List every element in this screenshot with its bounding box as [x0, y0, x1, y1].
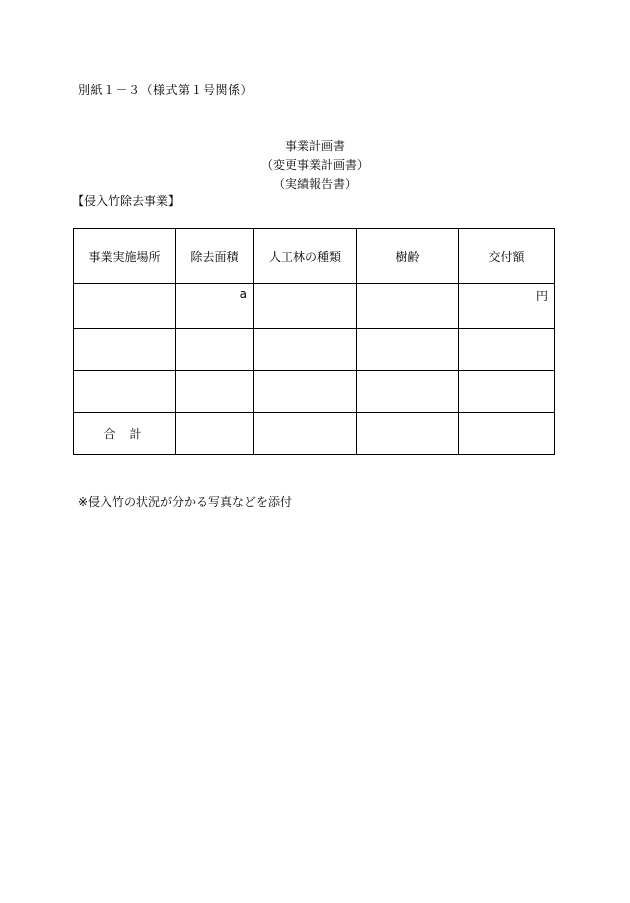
table-row	[74, 371, 555, 413]
header-forest-type: 人工林の種類	[254, 229, 357, 284]
cell-total-area[interactable]	[176, 413, 254, 455]
plan-table	[73, 228, 555, 455]
document-title: 事業計画書	[284, 139, 345, 153]
table-row	[74, 284, 555, 329]
cell-tree-age[interactable]	[357, 371, 459, 413]
cell-grant-amount[interactable]	[459, 329, 555, 371]
attachment-label: 別紙１－３（様式第１号関係）	[78, 83, 254, 97]
document-titles	[0, 137, 630, 194]
header-location: 事業実施場所	[74, 229, 176, 284]
cell-location[interactable]	[74, 329, 176, 371]
attachment-note: ※侵入竹の状況が分かる写真などを添付	[78, 495, 293, 509]
total-label: 合計	[74, 413, 176, 455]
cell-total-tree-age[interactable]	[357, 413, 459, 455]
cell-amount-unit[interactable]: 円	[459, 284, 555, 329]
header-tree-age: 樹齢	[357, 229, 459, 284]
cell-forest-type[interactable]	[254, 284, 357, 329]
cell-forest-type[interactable]	[254, 371, 357, 413]
cell-grant-amount[interactable]	[459, 371, 555, 413]
cell-tree-age[interactable]	[357, 284, 459, 329]
table-header-row	[74, 229, 555, 284]
cell-removal-area[interactable]	[176, 371, 254, 413]
header-grant-amount: 交付額	[459, 229, 555, 284]
cell-tree-age[interactable]	[357, 329, 459, 371]
table-row	[74, 329, 555, 371]
cell-total-forest-type[interactable]	[254, 413, 357, 455]
header-removal-area: 除去面積	[176, 229, 254, 284]
document-subtitle-report: （実績報告書）	[272, 177, 357, 191]
cell-total-amount[interactable]	[459, 413, 555, 455]
cell-area-unit[interactable]: a	[176, 284, 254, 329]
table-total-row	[74, 413, 555, 455]
cell-location[interactable]	[74, 371, 176, 413]
cell-location[interactable]	[74, 284, 176, 329]
cell-removal-area[interactable]	[176, 329, 254, 371]
document-subtitle-changed: （変更事業計画書）	[260, 158, 369, 172]
cell-forest-type[interactable]	[254, 329, 357, 371]
section-heading: 【侵入竹除去事業】	[72, 194, 181, 208]
